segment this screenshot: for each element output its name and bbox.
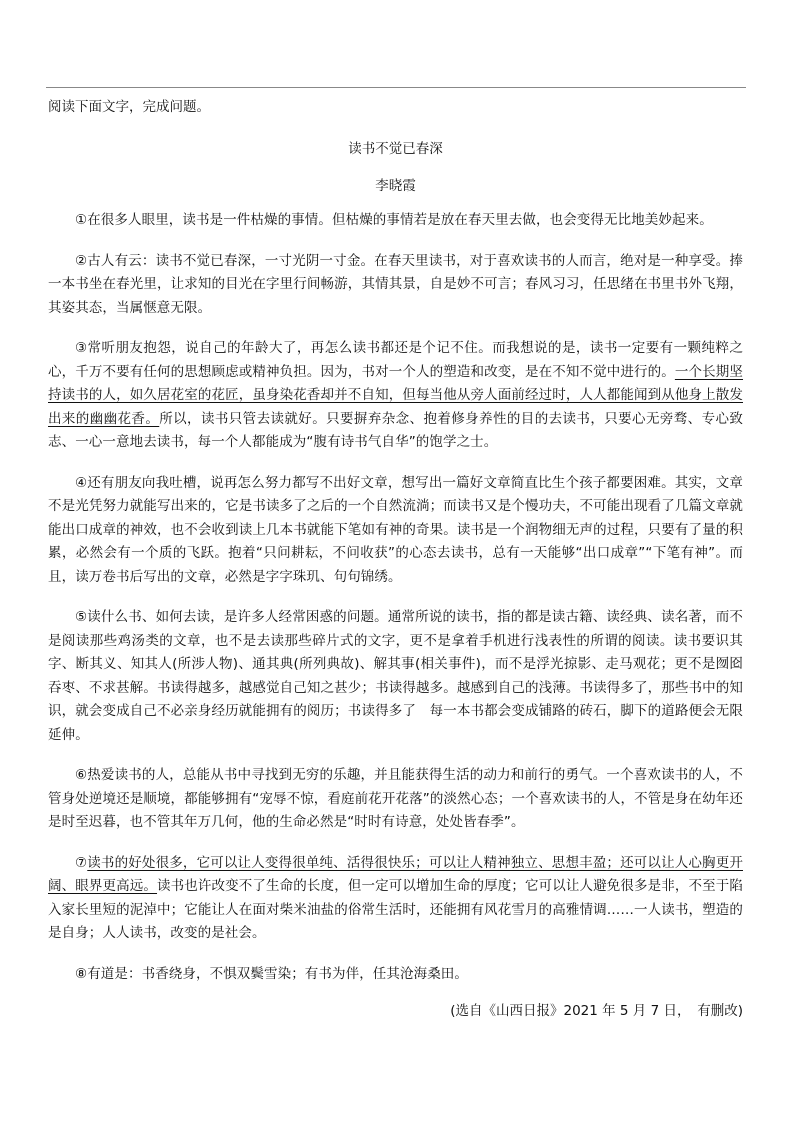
source-citation — [48, 1000, 743, 1022]
paragraph-3-text-b: 所以，读书只管去读就好。只要摒弃杂念、抱着修身养性的目的去读书，只要心无旁骛、专心致志、一心一意地去读书，每一个人都能成为“腹有诗书气自华”的饱学之士。 — [48, 410, 743, 450]
paragraph-2: ②古人有云：读书不觉已春深，一寸光阴一寸金。在春天里读书，对于喜欢读书的人而言，绝对是一种享受。捧一本书坐在春光里，让求知的目光在字里行间畅游，其情其景，自是妙不可言；春风习习，任思绪在书里书外飞翔，其姿其态，当属惬意无限。 — [48, 252, 743, 316]
paragraph-5: ⑤读什么书、如何去读，是许多人经常困惑的问题。通常所说的读书，指的都是读古籍、读经典、读名著，而不是阅读那些鸡汤类的文章，也不是去读那些碎片式的文字，更不是拿着手机进行浅表性的所谓的阅读。读书要识其字、断其义、知其人(所涉人物)、通其典(所列典故)、解其事(相关事件)，而不是浮光掠影、走马观花；更不是囫囵吞枣、不求甚解。书读得越多，越感觉自己知之甚少；书读得越多。越感到自己的浅薄。书读得多了，那些书中的知识，就会变成自己不必亲身经历就能拥有的阅历；书读得多了 每一本书都会变成铺路的砖石，脚下的道路便会无限延伸。 — [48, 609, 743, 743]
paragraph-4: ④还有朋友向我吐槽，说再怎么努力都写不出好文章，想写出一篇好文章简直比生个孩子都要困难。其实，文章不是光凭努力就能写出来的，它是书读多了之后的一个自然流淌；而读书又是个慢功夫，不可能出现看了几篇文章就能出口成章的神效，也不会收到读上几本书就能下笔如有神的奇果。读书是一个润物细无声的过程，只要有了量的积累，必然会有一个质的飞跃。抱着“只问耕耘，不问收获”的心态去读书，总有一天能够“出口成章”“下笔有神”。而且，读万卷书后写出的文章，必然是字字珠玑、句句锦绣。 — [48, 474, 743, 585]
paragraph-7-number: ⑦ — [75, 854, 88, 871]
paragraph-6: ⑥热爱读书的人，总能从书中寻找到无穷的乐趣，并且能获得生活的动力和前行的勇气。一个喜欢读书的人，不管身处逆境还是顺境，都能够拥有“宠辱不惊，看庭前花开花落”的淡然心态；一个喜欢读书的人，不管是身在幼年还是时至迟暮，也不管其年万几何，他的生命必然是“时时有诗意，处处皆春季”。 — [48, 767, 743, 830]
header-rule — [46, 87, 746, 88]
paragraph-1: ①在很多人眼里，读书是一件枯燥的事情。但枯燥的事情若是放在春天里去做，也会变得无比地美妙起来。 — [75, 212, 713, 228]
paragraph-7 — [48, 852, 743, 946]
paragraph-3-underlined: 一个长期坚持读书的人，如久居花室的花匠，虽身染花香却并不自知，但每当他从旁人面前经过时，人人都能闻到从他身上散发出来的幽幽花香。 — [48, 363, 744, 427]
paragraph-3-text-a: ③常听朋友抱怨，说自己的年龄大了，再怎么读书都还是个记不住。而我想说的是，读书一定要有一颗纯粹之心，千万不要有任何的思想顾虑或精神负担。因为，书对一个人的塑造和改变，是在不知不觉中进行的。 — [48, 340, 743, 380]
instruction-text: 阅读下面文字，完成问题。 — [48, 99, 210, 115]
paragraph-8: ⑧有道是：书香绕身，不惧双鬓雪染；有书为伴，任其沧海桑田。 — [75, 965, 469, 982]
source-citation-text: (选自《山西日报》2021 年 5 月 7 日， 有删改) — [450, 1003, 743, 1019]
article-author: 李晓霞 — [375, 178, 416, 194]
paragraph-7-underlined: 读书的好处很多，它可以让人变得很单纯、活得很快乐；可以让人精神独立、思想丰盈；还可以让人心胸更开阔、眼界更高远。 — [48, 854, 743, 894]
paragraph-7-text: 读书也许改变不了生命的长度，但一定可以增加生命的厚度；它可以让人避免很多是非，不至于陷入家长里短的泥淖中；它能让人在面对柴米油盐的俗常生活时，还能拥有风花雪月的高雅情调……一人读书，塑造的是自身；人人读书，改变的是社会。 — [48, 878, 743, 941]
document-body — [48, 96, 743, 1022]
paragraph-3 — [48, 337, 743, 455]
article-title: 读书不觉已春深 — [348, 141, 443, 157]
